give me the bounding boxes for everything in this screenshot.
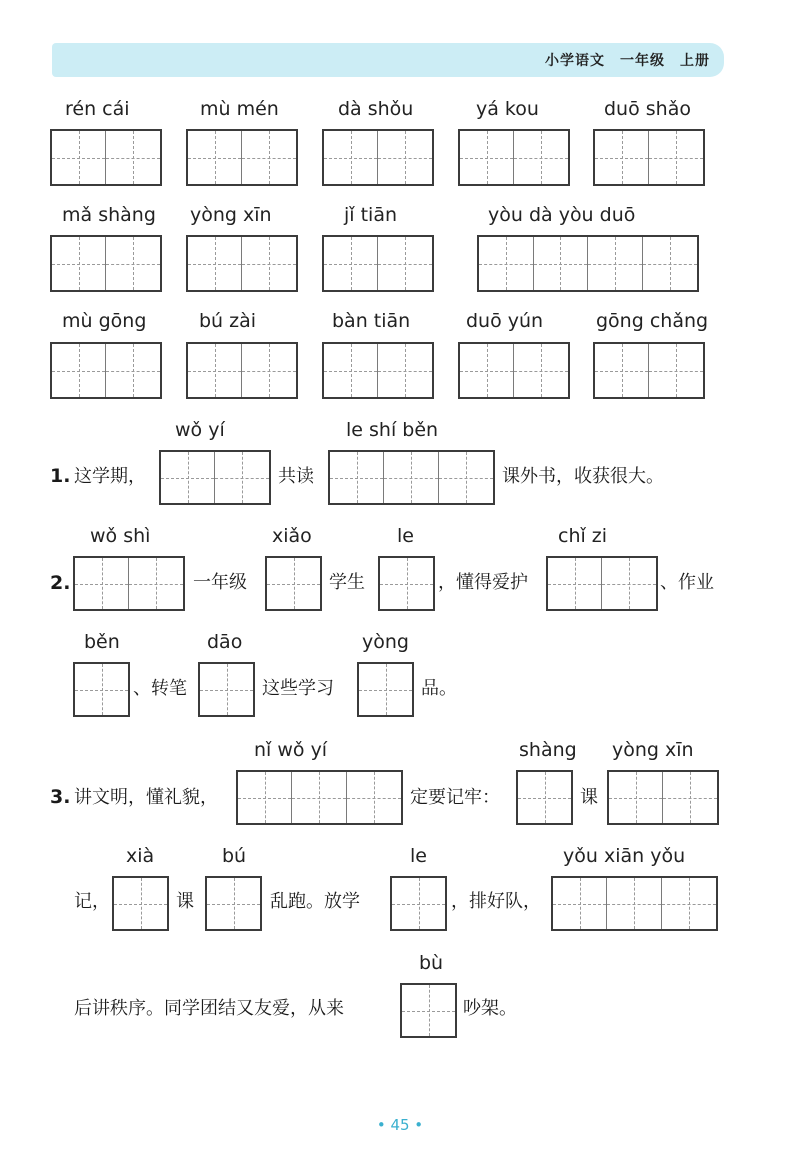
blank-pinyin: xià xyxy=(126,845,155,867)
grid-cell[interactable] xyxy=(609,772,663,823)
grid-cell[interactable] xyxy=(548,558,602,609)
sentence-text: 记， xyxy=(74,891,110,912)
grid-cell[interactable] xyxy=(514,131,568,184)
sentence-text: 学生 xyxy=(329,572,365,593)
sentence-text: 课 xyxy=(176,891,194,912)
word-pinyin: mù mén xyxy=(200,98,279,120)
grid-cell[interactable] xyxy=(242,237,296,290)
grid-cell[interactable] xyxy=(114,878,167,929)
blank-pinyin: dāo xyxy=(207,631,243,653)
answer-grid[interactable] xyxy=(328,450,495,505)
sentence-text: 、作业 xyxy=(660,572,714,593)
grid-cell[interactable] xyxy=(602,558,656,609)
blank-pinyin: yǒu xiān yǒu xyxy=(563,845,686,867)
answer-grid[interactable] xyxy=(205,876,262,931)
grid-cell[interactable] xyxy=(188,344,242,397)
header-banner xyxy=(52,43,724,77)
grid-cell[interactable] xyxy=(242,344,296,397)
answer-grid[interactable] xyxy=(378,556,435,611)
grid-cell[interactable] xyxy=(392,878,445,929)
answer-grid[interactable] xyxy=(73,556,185,611)
word-pinyin: yòu dà yòu duō xyxy=(488,204,636,226)
answer-grid[interactable] xyxy=(357,662,414,717)
sentence-text: 课 xyxy=(580,787,598,808)
grid-cell[interactable] xyxy=(324,237,378,290)
word-writing-grid[interactable] xyxy=(322,342,434,399)
blank-pinyin: yòng xyxy=(362,631,409,653)
answer-grid[interactable] xyxy=(551,876,718,931)
word-writing-grid[interactable] xyxy=(322,235,434,292)
grid-cell[interactable] xyxy=(200,664,253,715)
sentence-text: 定要记牢： xyxy=(410,787,500,808)
grid-cell[interactable] xyxy=(52,344,106,397)
blank-pinyin: shàng xyxy=(519,739,577,761)
word-pinyin: dà shǒu xyxy=(338,98,414,120)
grid-cell[interactable] xyxy=(607,878,661,929)
grid-cell[interactable] xyxy=(106,237,160,290)
blank-pinyin: xiǎo xyxy=(272,525,312,547)
word-writing-grid[interactable] xyxy=(458,129,570,186)
grid-cell[interactable] xyxy=(188,131,242,184)
book-title: 小学语文 一年级 上册 xyxy=(545,53,710,69)
grid-cell[interactable] xyxy=(662,878,716,929)
grid-cell[interactable] xyxy=(207,878,260,929)
blank-pinyin: wǒ shì xyxy=(90,525,151,547)
word-writing-grid[interactable] xyxy=(477,235,699,292)
word-writing-grid[interactable] xyxy=(593,342,705,399)
blank-pinyin: bú xyxy=(222,845,247,867)
sentence-text: 课外书，收获很大。 xyxy=(502,466,664,487)
grid-cell[interactable] xyxy=(649,344,703,397)
answer-grid[interactable] xyxy=(516,770,573,825)
grid-cell[interactable] xyxy=(439,452,493,503)
grid-cell[interactable] xyxy=(324,344,378,397)
grid-cell[interactable] xyxy=(460,344,514,397)
blank-pinyin: bù xyxy=(419,952,444,974)
word-pinyin: yòng xīn xyxy=(190,204,272,226)
word-writing-grid[interactable] xyxy=(186,235,298,292)
sentence-text: 乱跑。放学 xyxy=(270,891,360,912)
word-writing-grid[interactable] xyxy=(50,342,162,399)
word-writing-grid[interactable] xyxy=(593,129,705,186)
word-writing-grid[interactable] xyxy=(186,129,298,186)
word-writing-grid[interactable] xyxy=(50,129,162,186)
sentence-text: 品。 xyxy=(421,678,457,699)
grid-cell[interactable] xyxy=(380,558,433,609)
sentence-text: 后讲秩序。同学团结又友爱，从来 xyxy=(74,998,344,1019)
grid-cell[interactable] xyxy=(553,878,607,929)
sentence-text: 吵架。 xyxy=(463,998,517,1019)
answer-grid[interactable] xyxy=(607,770,719,825)
sentence-text: 一年级 xyxy=(193,572,247,593)
question-number: 1. xyxy=(50,465,71,487)
question-number: 3. xyxy=(50,786,71,808)
word-writing-grid[interactable] xyxy=(458,342,570,399)
grid-cell[interactable] xyxy=(75,664,128,715)
grid-cell[interactable] xyxy=(534,237,589,290)
grid-cell[interactable] xyxy=(292,772,346,823)
grid-cell[interactable] xyxy=(378,344,432,397)
sentence-text: 讲文明，懂礼貌， xyxy=(74,787,218,808)
grid-cell[interactable] xyxy=(238,772,292,823)
answer-grid[interactable] xyxy=(390,876,447,931)
grid-cell[interactable] xyxy=(106,344,160,397)
grid-cell[interactable] xyxy=(267,558,320,609)
answer-grid[interactable] xyxy=(265,556,322,611)
grid-cell[interactable] xyxy=(663,772,717,823)
grid-cell[interactable] xyxy=(460,131,514,184)
sentence-text: ，懂得爱护 xyxy=(438,572,528,593)
grid-cell[interactable] xyxy=(378,237,432,290)
grid-cell[interactable] xyxy=(347,772,401,823)
answer-grid[interactable] xyxy=(159,450,271,505)
grid-cell[interactable] xyxy=(518,772,571,823)
grid-cell[interactable] xyxy=(52,237,106,290)
grid-cell[interactable] xyxy=(75,558,129,609)
answer-grid[interactable] xyxy=(236,770,403,825)
word-pinyin: jǐ tiān xyxy=(344,204,398,226)
word-pinyin: bú zài xyxy=(199,310,257,332)
word-writing-grid[interactable] xyxy=(186,342,298,399)
grid-cell[interactable] xyxy=(649,131,703,184)
sentence-text: 、转笔 xyxy=(133,678,187,699)
word-pinyin: duō yún xyxy=(466,310,544,332)
grid-cell[interactable] xyxy=(479,237,534,290)
word-pinyin: yá kou xyxy=(476,98,539,120)
answer-grid[interactable] xyxy=(546,556,658,611)
grid-cell[interactable] xyxy=(588,237,643,290)
blank-pinyin: chǐ zi xyxy=(558,525,608,547)
sentence-text: 这学期， xyxy=(74,466,146,487)
question-number: 2. xyxy=(50,572,71,594)
word-pinyin: duō shǎo xyxy=(604,98,691,120)
grid-cell[interactable] xyxy=(324,131,378,184)
grid-cell[interactable] xyxy=(402,985,455,1036)
grid-cell[interactable] xyxy=(242,131,296,184)
grid-cell[interactable] xyxy=(188,237,242,290)
blank-pinyin: běn xyxy=(84,631,120,653)
grid-cell[interactable] xyxy=(129,558,183,609)
blank-pinyin: yòng xīn xyxy=(612,739,694,761)
grid-cell[interactable] xyxy=(643,237,698,290)
blank-pinyin: wǒ yí xyxy=(175,419,225,441)
word-pinyin: mù gōng xyxy=(62,310,147,332)
word-writing-grid[interactable] xyxy=(50,235,162,292)
word-pinyin: bàn tiān xyxy=(332,310,411,332)
answer-grid[interactable] xyxy=(73,662,130,717)
answer-grid[interactable] xyxy=(400,983,457,1038)
grid-cell[interactable] xyxy=(215,452,269,503)
blank-pinyin: le xyxy=(397,525,414,547)
blank-pinyin: nǐ wǒ yí xyxy=(254,739,328,761)
page-number: • 45 • xyxy=(376,1116,424,1134)
grid-cell[interactable] xyxy=(52,131,106,184)
sentence-text: 共读 xyxy=(278,466,314,487)
grid-cell[interactable] xyxy=(161,452,215,503)
blank-pinyin: le shí běn xyxy=(346,419,439,441)
word-pinyin: mǎ shàng xyxy=(62,204,156,226)
sentence-text: ，排好队， xyxy=(451,891,541,912)
word-pinyin: gōng chǎng xyxy=(596,310,709,332)
grid-cell[interactable] xyxy=(330,452,384,503)
word-writing-grid[interactable] xyxy=(322,129,434,186)
word-pinyin: rén cái xyxy=(65,98,130,120)
blank-pinyin: le xyxy=(410,845,427,867)
grid-cell[interactable] xyxy=(378,131,432,184)
grid-cell[interactable] xyxy=(359,664,412,715)
grid-cell[interactable] xyxy=(595,344,649,397)
answer-grid[interactable] xyxy=(112,876,169,931)
answer-grid[interactable] xyxy=(198,662,255,717)
sentence-text: 这些学习 xyxy=(262,678,334,699)
grid-cell[interactable] xyxy=(106,131,160,184)
grid-cell[interactable] xyxy=(514,344,568,397)
grid-cell[interactable] xyxy=(595,131,649,184)
grid-cell[interactable] xyxy=(384,452,438,503)
